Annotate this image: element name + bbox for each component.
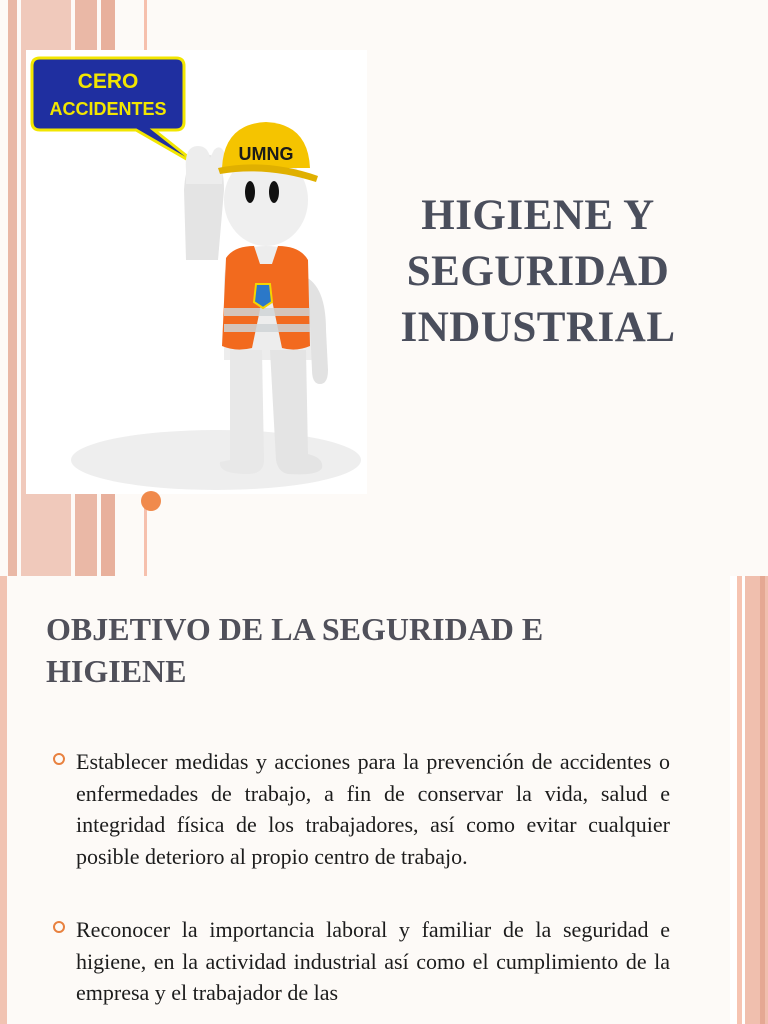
right-eye bbox=[269, 181, 279, 203]
raised-arm bbox=[184, 146, 224, 260]
title-line: SEGURIDAD bbox=[406, 248, 670, 295]
decorative-stripe bbox=[8, 0, 17, 576]
decorative-stripe bbox=[0, 576, 7, 1024]
list-item bbox=[50, 746, 670, 872]
ring-bullet-icon bbox=[53, 921, 65, 933]
slide-heading: OBJETIVO DE LA SEGURIDAD E HIGIENE bbox=[46, 611, 544, 689]
list-item bbox=[50, 914, 670, 1009]
ring-bullet-icon bbox=[53, 753, 65, 765]
objective-slide bbox=[0, 576, 768, 1024]
bubble-text-line2: ACCIDENTES bbox=[49, 99, 167, 119]
safety-worker-illustration bbox=[26, 50, 367, 494]
bullet-text: Establecer medidas y acciones para la prevención de accidentes o enfermedades de trabajo, a fin de conservar la vida, salud e integridad física de los trabajadores, así como evitar cualquier posible deterioro al propio centro de trabajo. bbox=[76, 749, 670, 869]
bubble-text-line1: CERO bbox=[77, 70, 139, 93]
speech-bubble bbox=[32, 58, 202, 168]
decorative-stripe bbox=[737, 576, 742, 1024]
decorative-dot bbox=[141, 491, 161, 511]
bullet-list bbox=[50, 746, 670, 1024]
helmet-label: UMNG bbox=[238, 144, 294, 164]
title-line: HIGIENE Y bbox=[421, 192, 655, 239]
left-eye bbox=[245, 181, 255, 203]
bullet-text: Reconocer la importancia laboral y familiar de la seguridad e higiene, en la actividad industrial así como el cumplimiento de la empresa y el trabajador de las bbox=[76, 917, 670, 1005]
title-line: INDUSTRIAL bbox=[400, 304, 676, 351]
decorative-stripe bbox=[760, 576, 765, 1024]
slide-title bbox=[370, 188, 706, 356]
